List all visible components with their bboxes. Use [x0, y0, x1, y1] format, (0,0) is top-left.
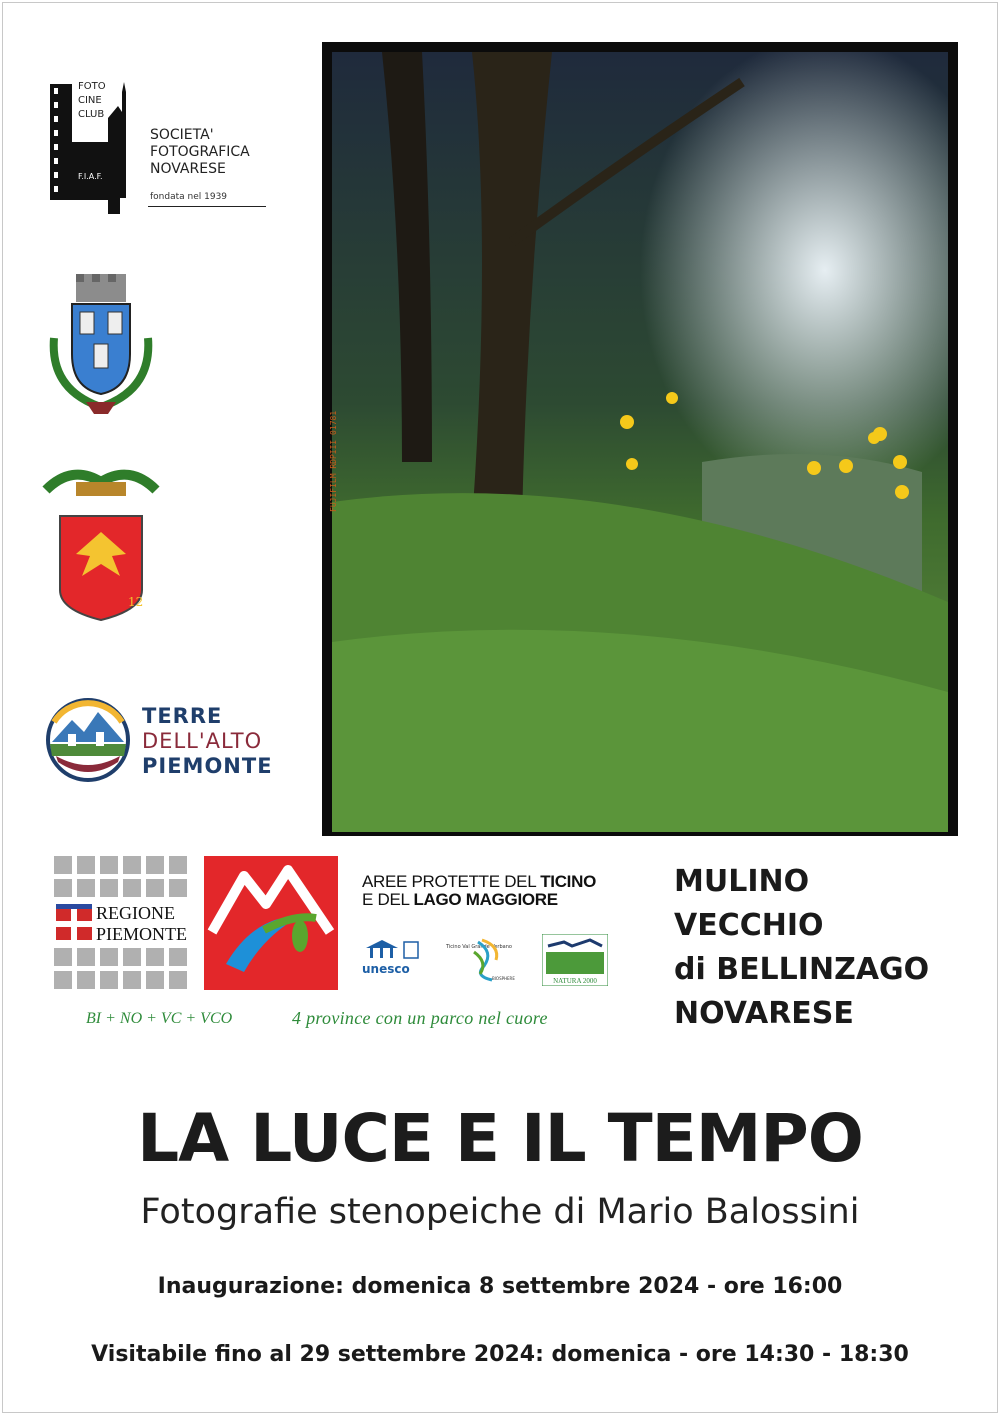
aree-protette-text: AREE PROTETTE DEL TICINO E DEL LAGO MAGGIORE: [362, 872, 596, 909]
founded-label: fondata nel 1939: [150, 192, 228, 202]
event-title: LA LUCE E IL TEMPO: [137, 1100, 863, 1177]
fiaf-label: F.I.A.F.: [78, 172, 103, 181]
divider: [148, 206, 266, 207]
terre-alto-piemonte-logo-icon: [44, 698, 132, 782]
slogan-text: 4 province con un parco nel cuore: [292, 1008, 548, 1028]
societa-fotografica-text: SOCIETA' FOTOGRAFICA NOVARESE: [150, 127, 250, 177]
pinhole-photograph: [322, 42, 958, 836]
crest-number: 12: [128, 595, 144, 609]
terre-text: TERRE DELL'ALTO PIEMONTE: [142, 704, 273, 778]
visiting-info: Visitabile fino al 29 settembre 2024: domenica - ore 14:30 - 18:30: [91, 1342, 909, 1367]
natura-label: NATURA 2000: [553, 977, 597, 985]
biosphere-label: BIOSPHERE: [492, 976, 515, 981]
provincia-crest-icon: [42, 460, 160, 626]
mountain-dragonfly-icon: [204, 856, 338, 990]
natura-2000-icon: [542, 934, 608, 986]
bellinzago-crest-icon: [42, 268, 160, 416]
event-subtitle: Fotografie stenopeiche di Mario Balossini: [140, 1192, 860, 1232]
venue-name: MULINO VECCHIO di BELLINZAGO NOVARESE: [674, 864, 930, 1031]
ticino-small-text: Ticino Val Grande Verbano: [446, 944, 512, 950]
regione-piemonte-text: REGIONE PIEMONTE: [96, 903, 187, 944]
unesco-label: unesco: [362, 962, 410, 976]
inauguration-info: Inaugurazione: domenica 8 settembre 2024 - ore 16:00: [157, 1274, 843, 1299]
parco-ticino-logo: [204, 856, 338, 990]
provinces-text: BI + NO + VC + VCO: [86, 1010, 233, 1027]
film-edge-text: FUJIFILM RDPIII 01781: [329, 410, 338, 512]
piemonte-flag-icon: [56, 904, 92, 944]
fotocineclub-text: FOTO CINE CLUB: [78, 81, 106, 120]
ticino-biosphere-icon: [444, 936, 520, 984]
